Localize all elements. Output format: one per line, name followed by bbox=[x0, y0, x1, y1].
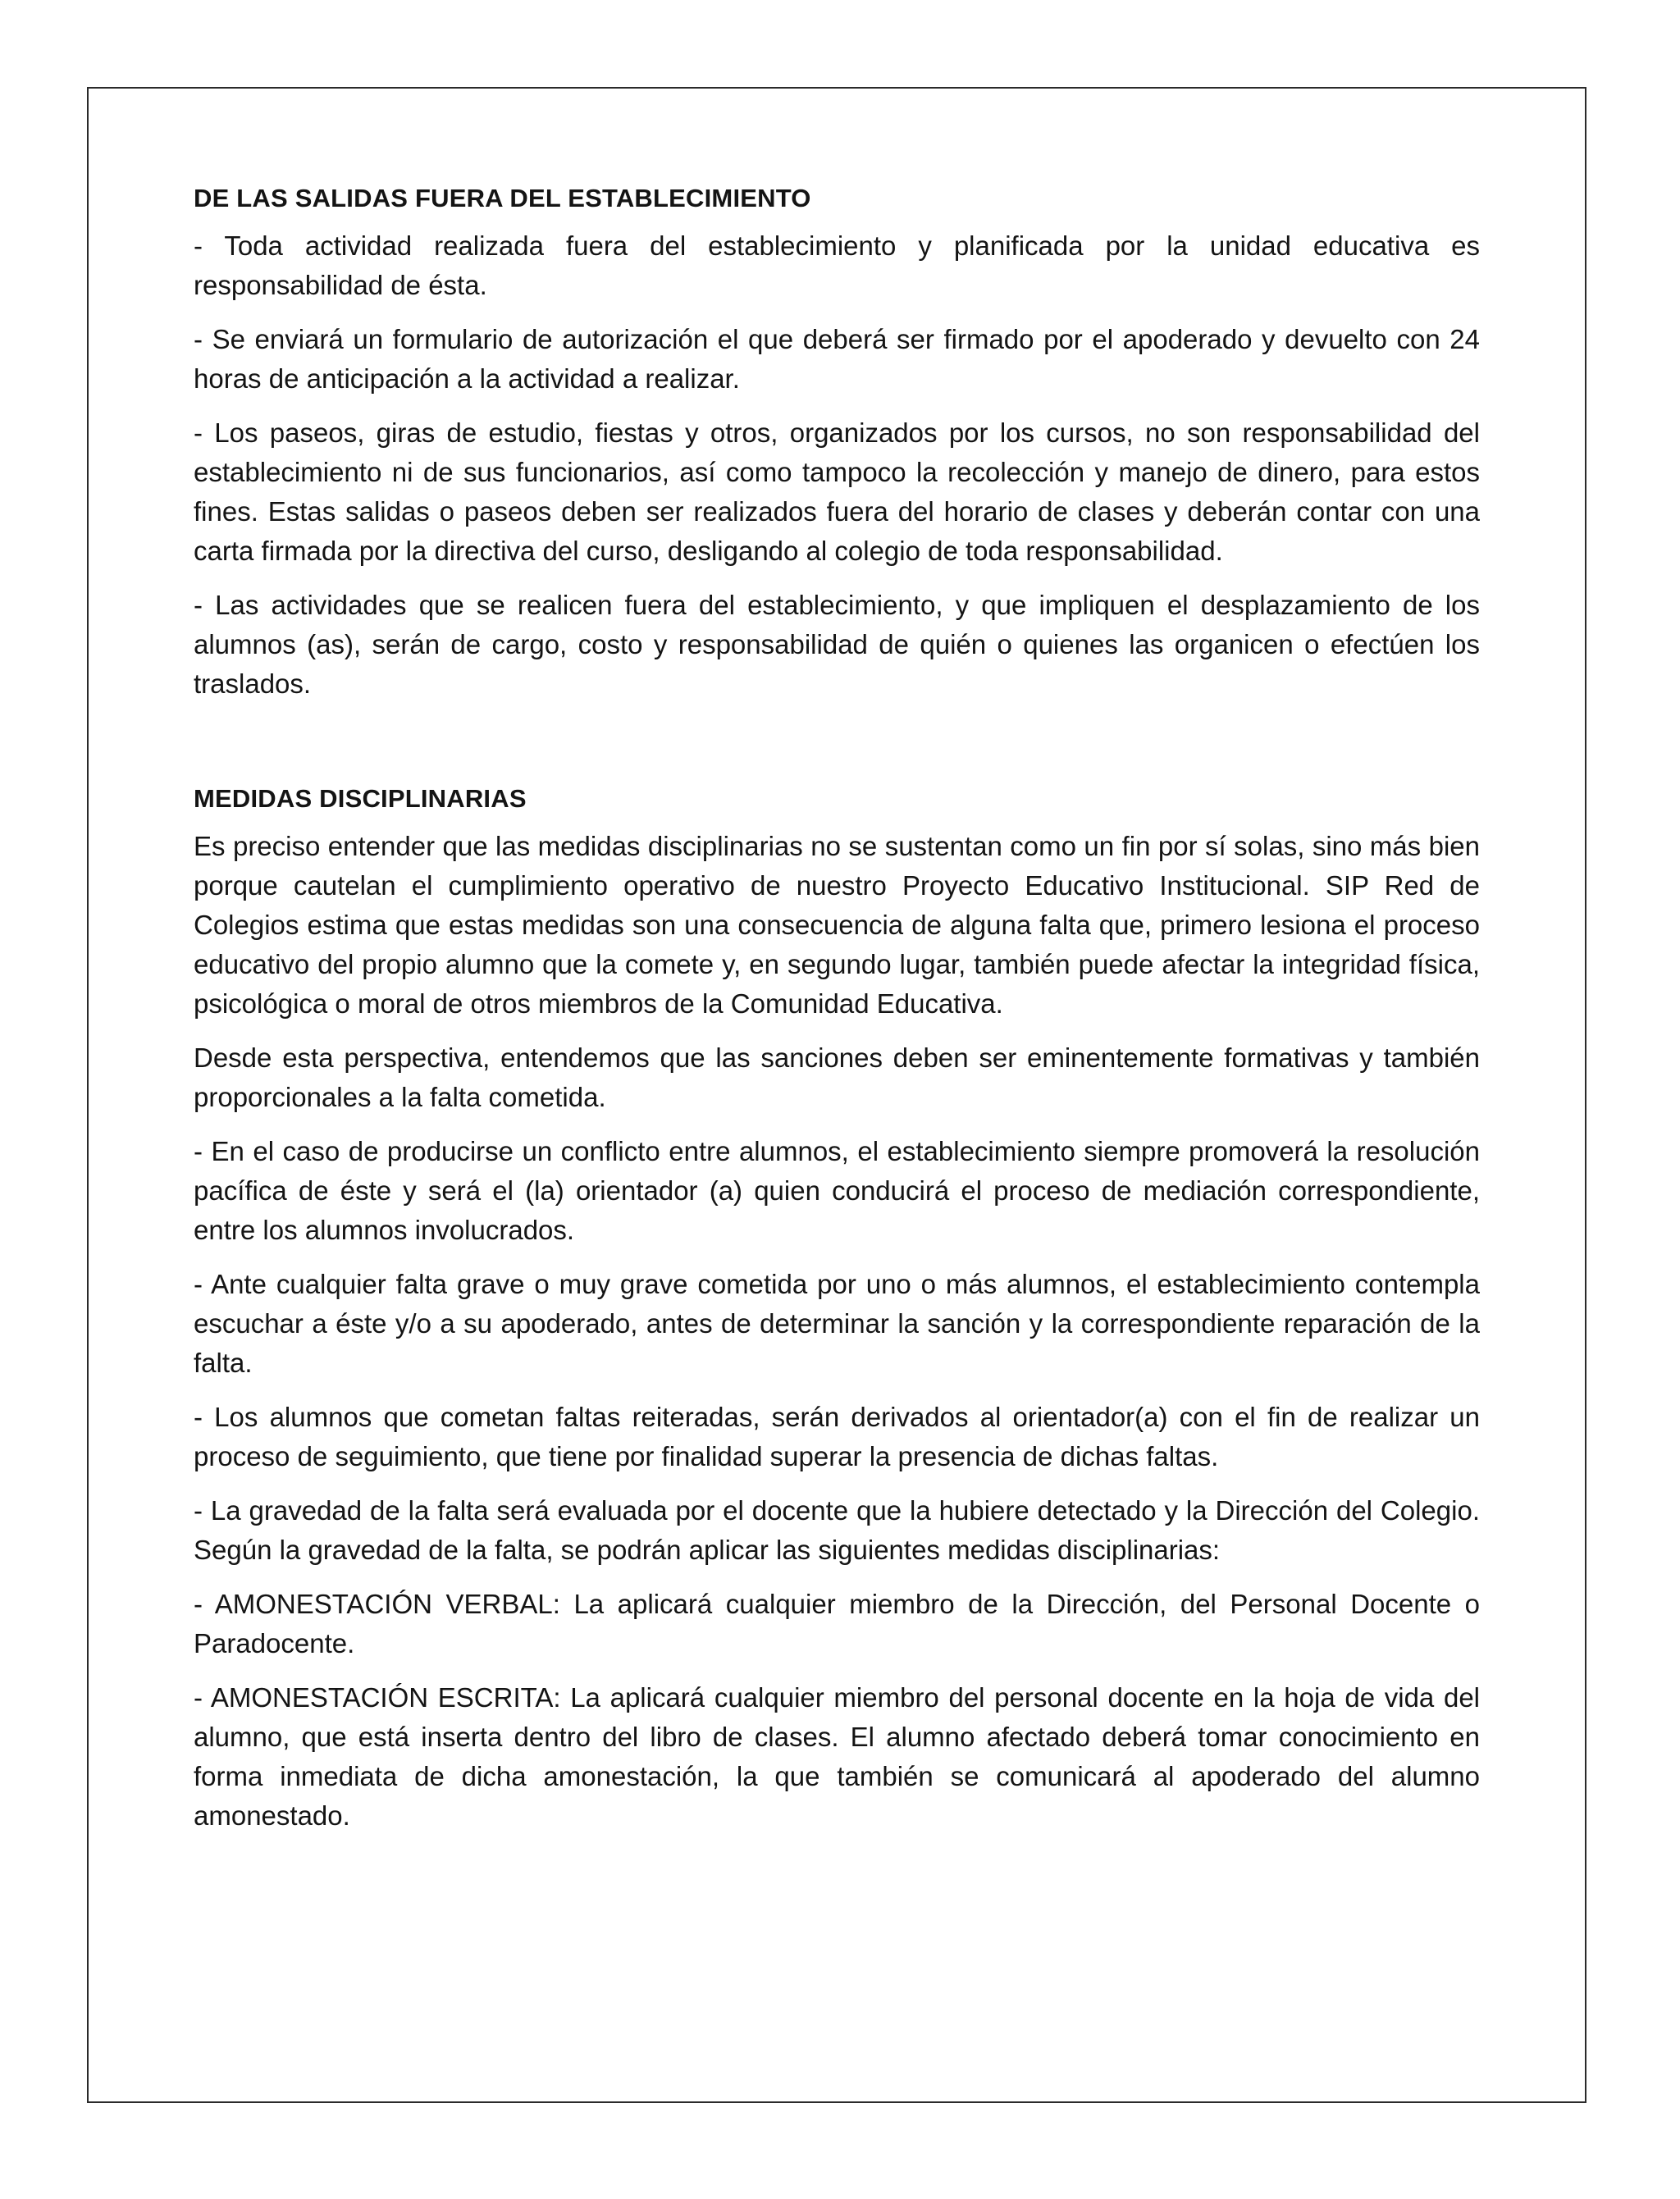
measure-escrita bbox=[194, 1678, 1480, 1836]
measure-text: La aplicará cualquier miembro de la Dirección, del Personal Docente o Paradocente. bbox=[194, 1589, 1480, 1658]
paragraph: Es preciso entender que las medidas disciplinarias no se sustentan como un fin por sí solas, sino más bien porque cautelan el cumplimiento operativo de nuestro Proyecto Educativo Institucional. SIP Red de Colegios estima que estas medidas son una consecuencia de alguna falta que, primero lesiona el proceso educativo del propio alumno que la comete y, en segundo lugar, también puede afectar la integridad física, psicológica o moral de otros miembros de la Comunidad Educativa. bbox=[194, 831, 1480, 1019]
section-title-salidas: DE LAS SALIDAS FUERA DEL ESTABLECIMIENTO bbox=[194, 184, 811, 212]
measure-label: - AMONESTACIÓN ESCRITA: bbox=[194, 1682, 561, 1713]
section-title-medidas: MEDIDAS DISCIPLINARIAS bbox=[194, 784, 527, 813]
measure-label: - AMONESTACIÓN VERBAL: bbox=[194, 1589, 560, 1619]
paragraph: - Toda actividad realizada fuera del establecimiento y planificada por la unidad educativa es responsabilidad de ésta. bbox=[194, 230, 1480, 300]
paragraph: Desde esta perspectiva, entendemos que las sanciones deben ser eminentemente formativas y también proporcionales a la falta cometida. bbox=[194, 1042, 1480, 1112]
section-spacer bbox=[194, 719, 1480, 779]
paragraph: - La gravedad de la falta será evaluada por el docente que la hubiere detectado y la Dirección del Colegio. Según la gravedad de la falta, se podrán aplicar las siguientes medidas disciplinarias: bbox=[194, 1495, 1480, 1565]
paragraph: - Se enviará un formulario de autorización el que deberá ser firmado por el apoderado y devuelto con 24 horas de anticipación a la actividad a realizar. bbox=[194, 324, 1480, 394]
document-body bbox=[194, 179, 1480, 1850]
paragraph: - Las actividades que se realicen fuera del establecimiento, y que impliquen el desplazamiento de los alumnos (as), serán de cargo, costo y responsabilidad de quién o quienes las organicen o efectúen los traslados. bbox=[194, 590, 1480, 699]
paragraph: - Ante cualquier falta grave o muy grave cometida por uno o más alumnos, el establecimiento contempla escuchar a éste y/o a su apoderado, antes de determinar la sanción y la correspondiente reparación de la falta. bbox=[194, 1269, 1480, 1378]
paragraph: - Los alumnos que cometan faltas reiteradas, serán derivados al orientador(a) con el fin de realizar un proceso de seguimiento, que tiene por finalidad superar la presencia de dichas faltas. bbox=[194, 1402, 1480, 1471]
paragraph: - Los paseos, giras de estudio, fiestas y otros, organizados por los cursos, no son responsabilidad del establecimiento ni de sus funcionarios, así como tampoco la recolección y manejo de dinero, para estos fines. Estas salidas o paseos deben ser realizados fuera del horario de clases y deberán contar con una carta firmada por la directiva del curso, desligando al colegio de toda responsabilidad. bbox=[194, 417, 1480, 566]
measure-verbal bbox=[194, 1585, 1480, 1663]
measure-text: La aplicará cualquier miembro del personal docente en la hoja de vida del alumno, que está inserta dentro del libro de clases. El alumno afectado deberá tomar conocimiento en forma inmediata de dicha amonestación, la que también se comunicará al apoderado del alumno amonestado. bbox=[194, 1682, 1481, 1831]
paragraph: - En el caso de producirse un conflicto entre alumnos, el establecimiento siempre promoverá la resolución pacífica de éste y será el (la) orientador (a) quien conducirá el proceso de mediación correspondiente, entre los alumnos involucrados. bbox=[194, 1136, 1480, 1245]
